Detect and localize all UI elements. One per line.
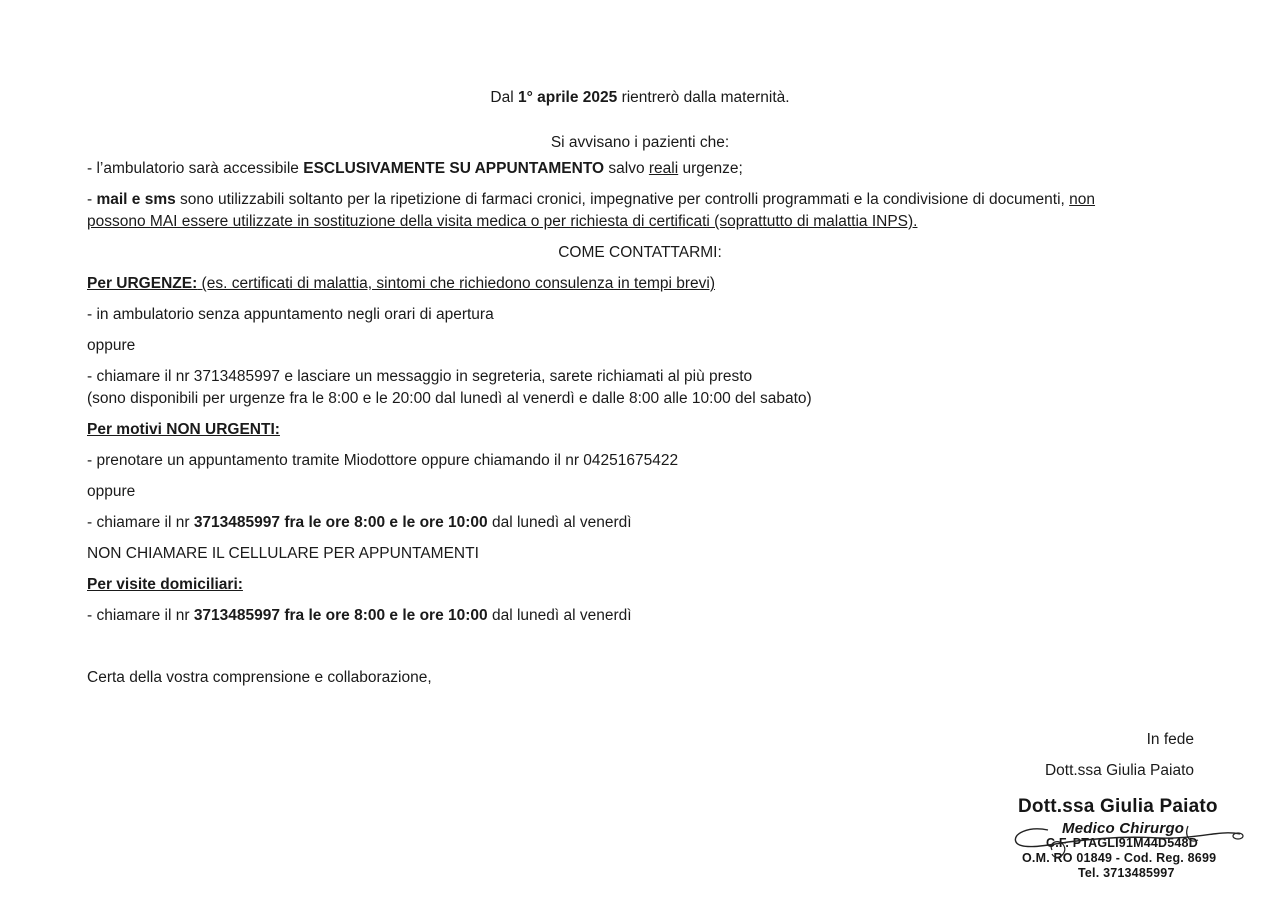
appointment-rule: - l’ambulatorio sarà accessibile ESCLUSIVAMENTE SU APPUNTAMENTO salvo reali urgenze; <box>87 160 743 177</box>
urgent-option-walkin: - in ambulatorio senza appuntamento negli orari di apertura <box>87 306 494 323</box>
return-date-line: Dal 1° aprile 2025 rientrerò dalla maternità. <box>490 89 790 106</box>
non-urgent-heading: Per motivi NON URGENTI: <box>87 421 280 438</box>
stamp-cf: C.F. PTAGLI91M44D548D <box>1046 836 1198 850</box>
stamp-role: Medico Chirurgo <box>1062 820 1185 837</box>
closing-line: Certa della vostra comprensione e collaborazione, <box>87 669 432 686</box>
urgent-hours: (sono disponibili per urgenze fra le 8:00 e le 20:00 dal lunedì al venerdì e dalle 8:00 alle 10:00 del sabato) <box>87 390 812 407</box>
stamp-om: O.M. RO 01849 - Cod. Reg. 8699 <box>1022 851 1217 865</box>
oppure-1: oppure <box>87 337 136 354</box>
oppure-2: oppure <box>87 483 136 500</box>
no-cell-warning: NON CHIAMARE IL CELLULARE PER APPUNTAMENTI <box>87 545 479 562</box>
non-urgent-option-booking: - prenotare un appuntamento tramite Miodottore oppure chiamando il nr 04251675422 <box>87 452 679 469</box>
urgent-option-call: - chiamare il nr 3713485997 e lasciare un messaggio in segreteria, sarete richiamati al più presto <box>87 368 753 385</box>
return-date: 1° aprile 2025 <box>517 89 618 106</box>
signatory-name: Dott.ssa Giulia Paiato <box>1044 762 1194 779</box>
mail-sms-rule: - mail e sms sono utilizzabili soltanto per la ripetizione di farmaci cronici, impegnative per controlli programmati e la condivisione di documenti, non <box>87 191 1096 208</box>
urgent-heading: Per URGENZE: (es. certificati di malattia, sintomi che richiedono consulenza in tempi brevi) <box>87 275 716 292</box>
in-fede: In fede <box>1146 731 1194 748</box>
doctor-stamp <box>1008 796 1250 886</box>
mail-sms-rule-cont: possono MAI essere utilizzate in sostituzione della visita medica o per richiesta di certificati (soprattutto di malattia INPS). <box>87 213 918 230</box>
handwritten-signature <box>1008 816 1250 876</box>
non-urgent-option-call: - chiamare il nr 3713485997 fra le ore 8:00 e le ore 10:00 dal lunedì al venerdì <box>87 514 632 531</box>
stamp-tel: Tel. 3713485997 <box>1078 866 1175 880</box>
home-visits-call: - chiamare il nr 3713485997 fra le ore 8:00 e le ore 10:00 dal lunedì al venerdì <box>87 607 632 624</box>
home-visits-heading: Per visite domiciliari: <box>87 576 243 593</box>
contact-heading: COME CONTATTARMI: <box>558 244 722 261</box>
stamp-name: Dott.ssa Giulia Paiato <box>1018 796 1218 817</box>
notice-intro: Si avvisano i pazienti che: <box>550 134 730 151</box>
